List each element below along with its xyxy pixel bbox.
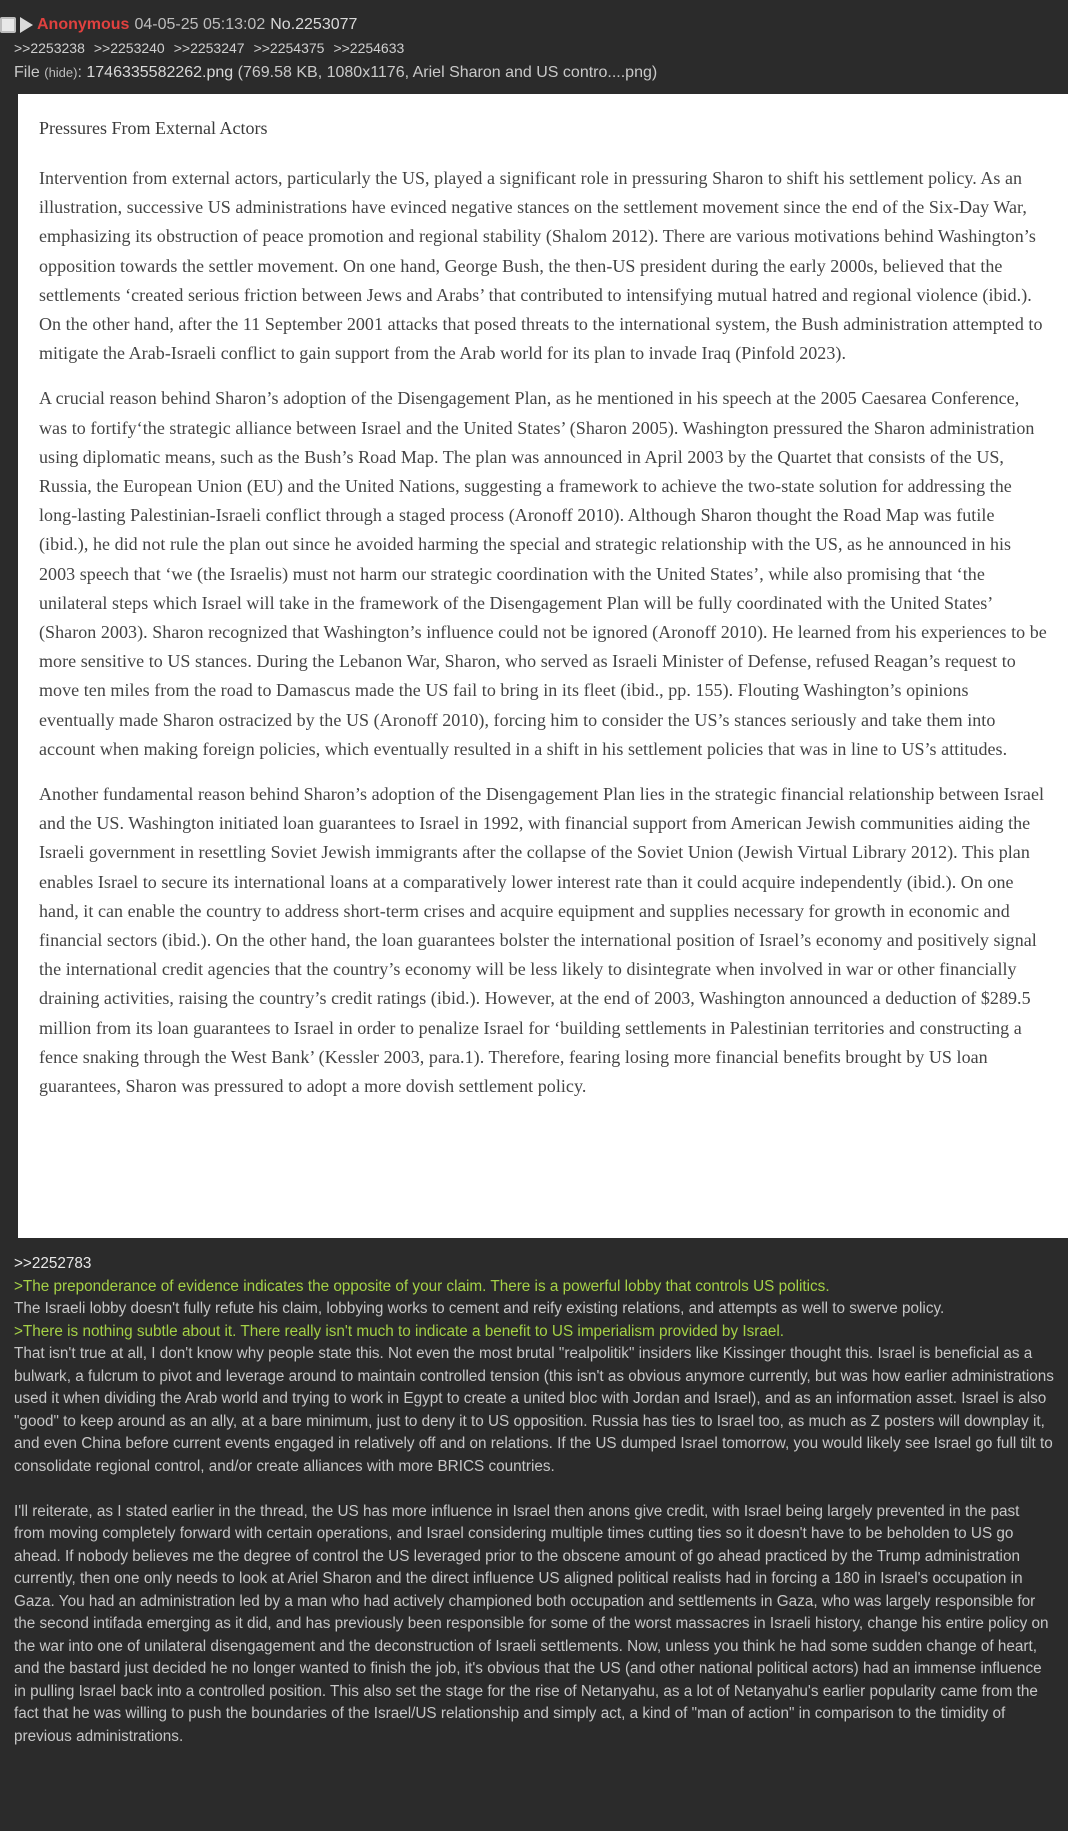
backlink[interactable]: >>2254375 (253, 40, 325, 56)
file-label: File (14, 64, 40, 81)
document-paragraph: Another fundamental reason behind Sharon’s adoption of the Disengagement Plan lies in the strategic financial relationship between Israel and the US. Washington initiated loan guarantees to Israel in 1992, with financial support from American Jewish communities aiding the Israeli government in resettling Soviet Jewish immigrants after the collapse of the Soviet Union (Jewish Virtual Library 2012). This plan enables Israel to secure its international loans at a comparatively lower interest rate than it could acquire independently (ibid.). On one hand, it can enable the country to address short-term crises and acquire equipment and supplies necessary for growth in economic and financial sectors (ibid.). On the other hand, the loan guarantees bolster the international position of Israel’s economy and positively signal the international credit agencies that the country’s economy will be less likely to disintegrate when involved in war or other financially draining activities, raising the country’s credit ratings (ibid.). However, at the end of 2003, Washington announced a deduction of $289.5 million from its loan guarantees to Israel in order to penalize Israel for ‘building settlements in Palestinian territories and constructing a fence snaking through the West Bank’ (Kessler 2003, para.1). Therefore, fearing losing more financial benefits brought by US loan guarantees, Sharon was pressured to adopt a more dovish settlement policy. (39, 784, 1045, 1097)
file-meta: (769.58 KB, 1080x1176, Ariel Sharon and US contro....png) (237, 64, 658, 81)
file-name-link[interactable]: 1746335582262.png (86, 64, 234, 81)
post-number[interactable]: No.2253077 (270, 16, 358, 33)
post-date: 04-05-25 05:13:02 (134, 16, 266, 33)
quote-link[interactable]: >>2252783 (14, 1255, 92, 1272)
poster-name: Anonymous (37, 16, 130, 33)
hide-file-link[interactable]: (hide) (44, 65, 78, 80)
greentext-quote: >There is nothing subtle about it. There really isn't much to indicate a benefit to US imperialism provided by Israel. (14, 1322, 784, 1340)
comment-text: That isn't true at all, I don't know why people state this. Not even the most brutal "realpolitik" insiders like Kissinger thought this. Israel is beneficial as a bulwark, a fulcrum to pivot and leverage around to maintain controlled tension (this isn't as obvious anymore currently, but was how earlier administrations used it when dividing the Arab world and trying to work in Egypt to create a united bloc with Jordan and Israel), and as an information asset. Israel is also "good" to keep around as an ally, at a bare minimum, just to deny it to US opposition. Russia has ties to Israel too, as much as Z posters will downplay it, and even China before current events engaged in relatively off and on relations. If the US dumped Israel tomorrow, you would likely see Israel go full tilt to consolidate regional control, and/or create alliances with more BRICS countries. (14, 1345, 1054, 1475)
backlink[interactable]: >>2253247 (173, 40, 245, 56)
attached-image[interactable] (18, 94, 1068, 1238)
file-info: File (hide): 1746335582262.png (769.58 KB, 1080x1176, Ariel Sharon and US contro....png) (14, 64, 658, 81)
comment-text: I'll reiterate, as I stated earlier in the thread, the US has more influence in Israel then anons give credit, with Israel being largely prevented in the past from moving completely forward with certain operations, and Israel considering multiple times cutting ties so it doesn't have to be beholden to US go ahead. If nobody believes me the degree of control the US leveraged prior to the obscene amount of go ahead practiced by the Trump administration currently, then one only needs to look at Ariel Sharon and the direct influence US aligned political realists had in forcing a 180 in Israel's occupation in Gaza. You had an administration led by a man who had actively championed both occupation and settlements in Gaza, who was largely responsible for the second intifada emerging as it did, and has previously been responsible for some of the worst massacres in Israeli history, change his entire policy on the war into one of unilateral disengagement and the deconstruction of Israeli settlements. Now, unless you think he had some sudden change of heart, and the bastard just decided he no longer wanted to finish the job, it's obvious that the US (and other national political actors) had an immense influence in pulling Israel back into a controlled position. This also set the stage for the rise of Netanyahu, as a lot of Netanyahu's earlier popularity came from the fact that he was willing to push the boundaries of the Israel/US relationship and simply act, a kind of "man of action" in comparison to the timidity of previous administrations. (14, 1502, 1049, 1745)
backlink[interactable]: >>2253238 (14, 40, 85, 56)
backlink[interactable]: >>2253240 (93, 40, 165, 56)
greentext-quote: >The preponderance of evidence indicates the opposite of your claim. There is a powerful lobby that controls US politics. (14, 1277, 830, 1295)
comment-text: The Israeli lobby doesn't fully refute his claim, lobbying works to cement and reify existing relations, and attempts as well to swerve policy. (14, 1300, 945, 1317)
post-comment (14, 1253, 1054, 1748)
backlinks (14, 40, 404, 58)
backlink[interactable]: >>2254633 (333, 40, 405, 56)
document-paragraph: A crucial reason behind Sharon’s adoption of the Disengagement Plan, as he mentioned in his speech at the 2005 Caesarea Conference, was to fortify‘the strategic alliance between Israel and the United States’ (Sharon 2005). Washington pressured the Sharon administration using diplomatic means, such as the Bush’s Road Map. The plan was announced in April 2003 by the Quartet that consists of the US, Russia, the European Union (EU) and the United Nations, suggesting a framework to achieve the two-state solution for addressing the long-lasting Palestinian-Israeli conflict through a staged process (Aronoff 2010). Although Sharon thought the Road Map was futile (ibid.), he did not rule the plan out since he avoided harming the special and strategic relationship with the US, as he announced in his 2003 speech that ‘we (the Israelis) must not harm our strategic coordination with the United States’, while also promising that ‘the unilateral steps which Israel will take in the framework of the Disengagement Plan will be fully coordinated with the United States’ (Sharon 2003). Sharon recognized that Washington’s influence could not be ignored (Aronoff 2010). He learned from his experiences to be more sensitive to US stances. During the Lebanon War, Sharon, who served as Israeli Minister of Defense, refused Reagan’s request to move ten miles from the road to Damascus made the US fail to bring in its fleet (ibid., pp. 155). Flouting Washington’s opinions eventually made Sharon ostracized by the US (Aronoff 2010), forcing him to consider the US’s stances seriously and take them into account when making foreign policies, which eventually resulted in a shift in his settlement policies that was in line to US’s attitudes. (39, 388, 1047, 759)
post-header (0, 12, 357, 38)
document-paragraph: Intervention from external actors, particularly the US, played a significant role in pressuring Sharon to shift his settlement policy. As an illustration, successive US administrations have evinced negative stances on the settlement movement since the end of the Six-Day War, emphasizing its obstruction of peace promotion and regional stability (Shalom 2012). There are various motivations behind Washington’s opposition towards the settler movement. On one hand, George Bush, the then-US president during the early 2000s, believed that the settlements ‘created serious friction between Jews and Arabs’ that contributed to intensifying mutual hatred and regional violence (ibid.). On the other hand, after the 11 September 2001 attacks that posed threats to the international system, the Bush administration attempted to mitigate the Arab-Israeli conflict to gain support from the Arab world for its plan to invade Iraq (Pinfold 2023). (39, 168, 1043, 364)
post-menu-triangle-icon[interactable] (20, 17, 33, 33)
document-heading: Pressures From External Actors (39, 118, 268, 138)
select-post-checkbox[interactable] (0, 17, 16, 33)
